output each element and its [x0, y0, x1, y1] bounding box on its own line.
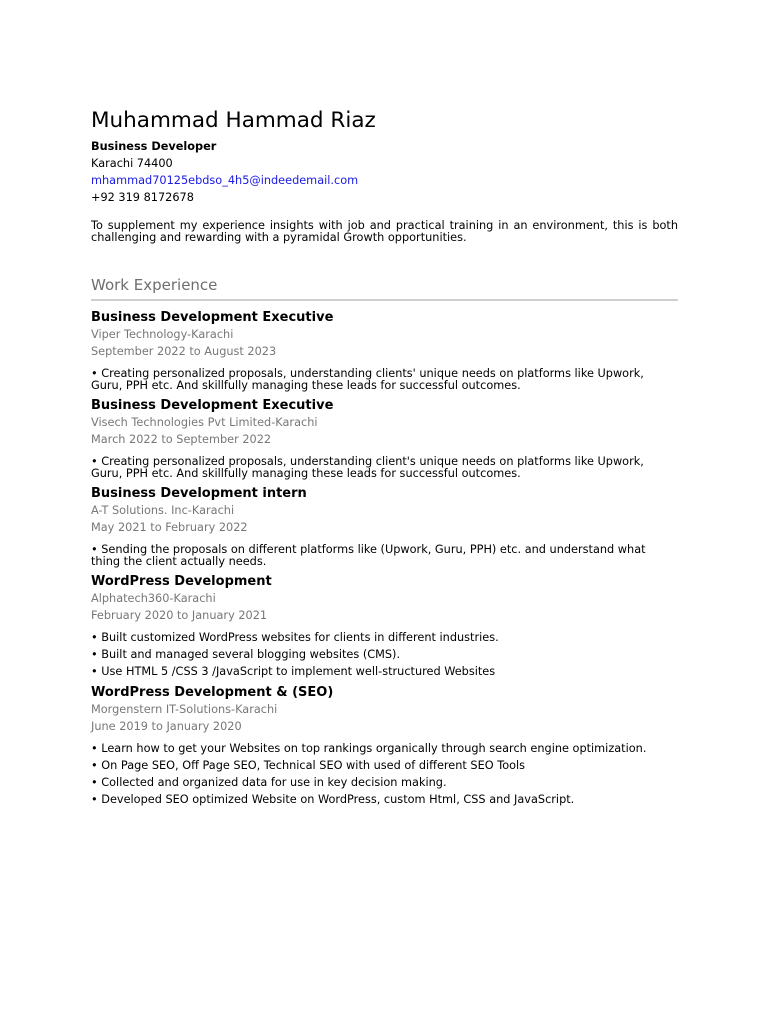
job-dates: March 2022 to September 2022: [91, 433, 272, 446]
job-bullets: [91, 743, 678, 806]
email-link[interactable]: mhammad70125ebdso_4h5@indeedemail.com: [91, 174, 359, 187]
job-dates: June 2019 to January 2020: [91, 719, 242, 733]
job-bullets: [91, 368, 678, 391]
job-bullet: • Creating personalized proposals, understanding clients' unique needs on platforms like Upwork, Guru, PPH etc. And skillfully managing these leads for successful outcomes.: [91, 367, 644, 392]
resume-page: [91, 106, 678, 811]
candidate-location: Karachi 74400: [91, 157, 173, 170]
job-company: A-T Solutions. Inc-Karachi: [91, 504, 235, 517]
job-bullet: • Creating personalized proposals, understanding client's unique needs on platforms like Upwork, Guru, PPH etc. And skillfully managing these leads for successful outcomes.: [91, 455, 644, 480]
job-entry: [91, 684, 678, 806]
job-entry: [91, 309, 678, 391]
job-entry: [91, 573, 678, 678]
job-entry: [91, 397, 678, 479]
job-title: WordPress Development: [91, 574, 272, 589]
section-title-work-experience: Work Experience: [91, 276, 218, 294]
summary: To supplement my experience insights with job and practical training in an environment, this is both challenging and rewarding with a pyramidal Growth opportunities.: [91, 219, 678, 244]
job-list: [91, 309, 678, 805]
job-bullet: • Built and managed several blogging websites (CMS).: [91, 648, 401, 661]
job-company: Morgenstern IT-Solutions-Karachi: [91, 702, 278, 716]
job-bullet: • Sending the proposals on different platforms like (Upwork, Guru, PPH) etc. and understand what thing the client actually needs.: [91, 543, 646, 568]
candidate-title: Business Developer: [91, 140, 217, 153]
job-title: Business Development Executive: [91, 310, 334, 325]
job-dates: February 2020 to January 2021: [91, 609, 268, 622]
job-dates: May 2021 to February 2022: [91, 521, 248, 534]
candidate-phone: +92 319 8172678: [91, 191, 194, 204]
section-divider: [91, 299, 678, 301]
job-title: Business Development intern: [91, 486, 307, 501]
candidate-name: Muhammad Hammad Riaz: [91, 108, 376, 133]
job-bullets: [91, 456, 678, 479]
job-bullets: [91, 632, 678, 678]
job-dates: September 2022 to August 2023: [91, 345, 277, 358]
job-company: Alphatech360-Karachi: [91, 592, 216, 605]
job-entry: [91, 485, 678, 567]
job-company: Viper Technology-Karachi: [91, 328, 234, 341]
job-bullet: • Collected and organized data for use in key decision making.: [91, 775, 447, 789]
job-bullet: • Built customized WordPress websites for clients in different industries.: [91, 631, 499, 644]
job-bullet: • Learn how to get your Websites on top rankings organically through search engine optimization.: [91, 741, 647, 755]
job-bullet: • Developed SEO optimized Website on WordPress, custom Html, CSS and JavaScript.: [91, 792, 575, 806]
job-company: Visech Technologies Pvt Limited-Karachi: [91, 416, 318, 429]
job-title: Business Development Executive: [91, 398, 334, 413]
job-bullets: [91, 544, 678, 567]
job-title: WordPress Development & (SEO): [91, 684, 334, 700]
job-bullet: • Use HTML 5 /CSS 3 /JavaScript to implement well-structured Websites: [91, 665, 496, 678]
job-bullet: • On Page SEO, Off Page SEO, Technical SEO with used of different SEO Tools: [91, 758, 526, 772]
